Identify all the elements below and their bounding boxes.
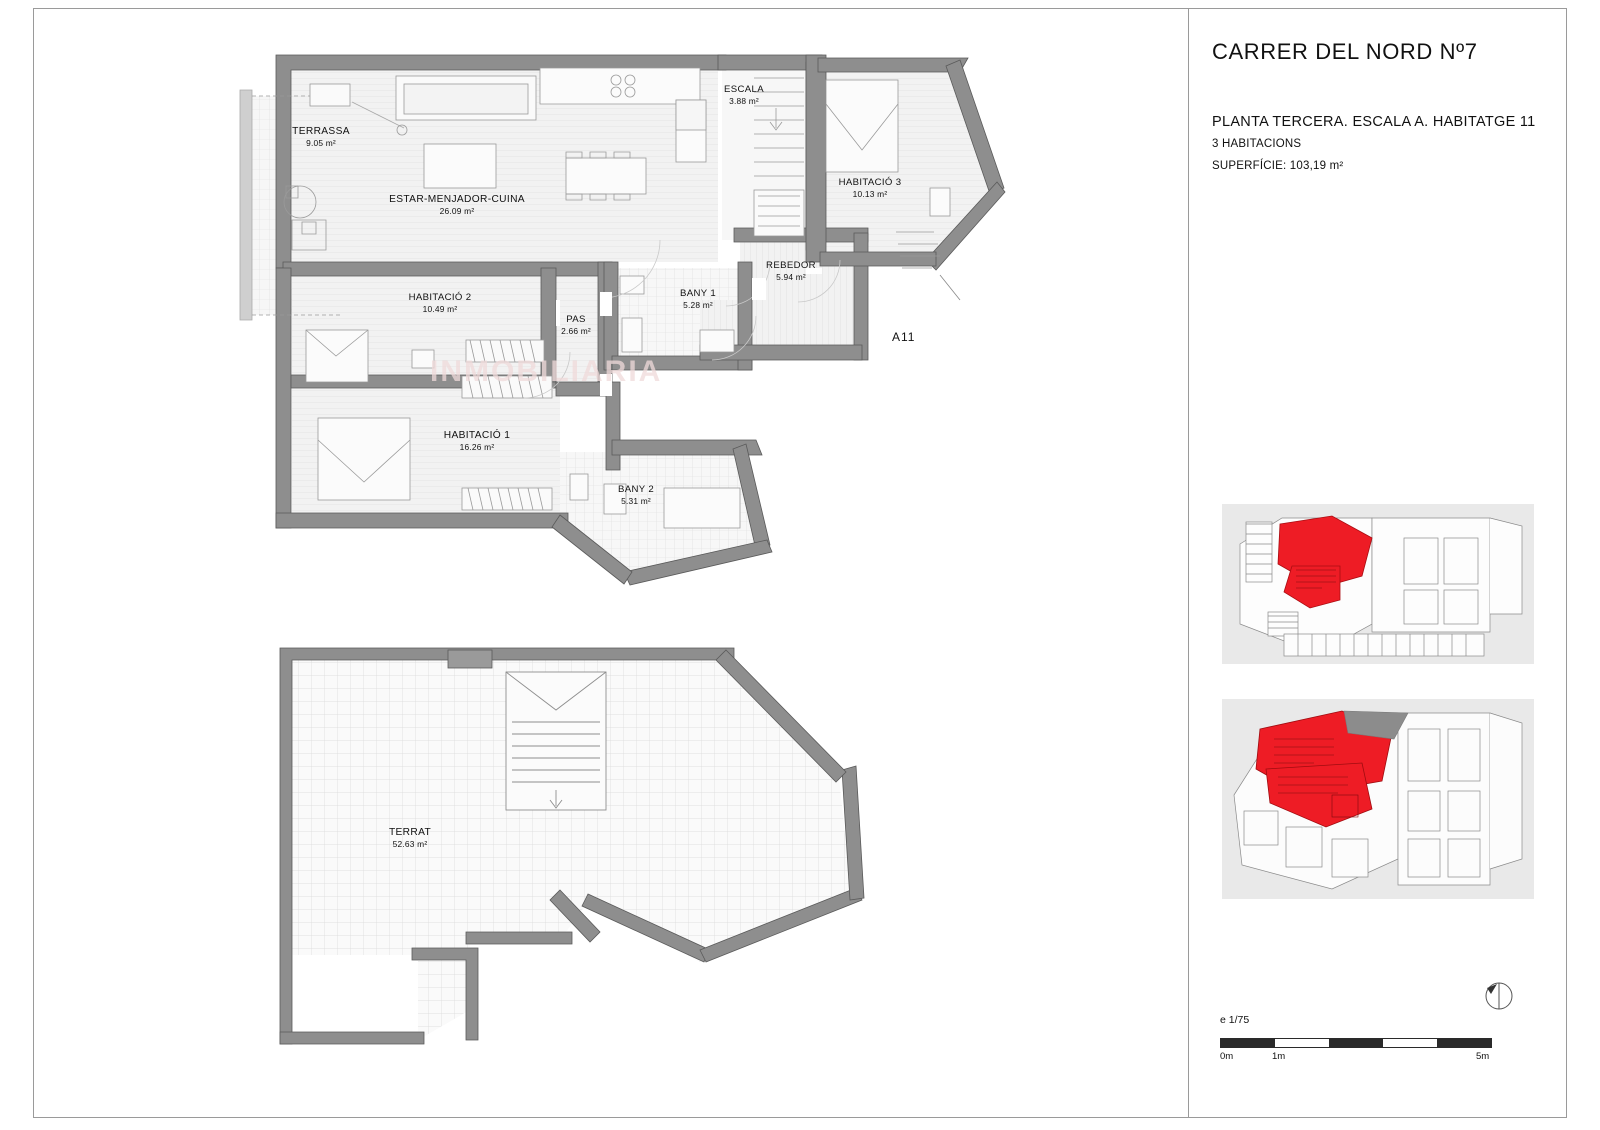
key-plan-upper	[1222, 504, 1534, 664]
panel-rooms-count: 3 HABITACIONS	[1212, 138, 1302, 150]
room-label-habitacio-2: HABITACIÓ 2 10.49 m²	[408, 292, 472, 314]
watermark: INMOBILIARIA	[430, 355, 663, 388]
scale-bar-graphic	[1220, 1038, 1492, 1048]
room-label-habitacio-1: HABITACIÓ 1 16.26 m²	[443, 430, 511, 452]
room-label-estar-menjador-cuina: ESTAR-MENJADOR-CUINA 26.09 m²	[389, 194, 525, 216]
scale-tick-2: 5m	[1476, 1051, 1490, 1062]
room-label-terrat: TERRAT 52.63 m²	[388, 827, 432, 849]
scale-tick-1: 1m	[1272, 1051, 1286, 1062]
panel-divider	[1188, 8, 1189, 1118]
scale-tick-0: 0m	[1220, 1051, 1234, 1062]
room-label-escala: ESCALA 3.88 m²	[724, 84, 764, 106]
room-label-rebedor: REBEDOR 5.94 m²	[766, 260, 816, 282]
unit-code: A11	[892, 330, 916, 344]
scale-ticks	[1220, 1051, 1490, 1065]
info-panel	[1190, 9, 1567, 1117]
panel-subtitle: PLANTA TERCERA. ESCALA A. HABITATGE 11	[1212, 114, 1536, 130]
room-label-bany-2: BANY 2 5.31 m²	[617, 484, 655, 506]
scale-bar	[1220, 1014, 1520, 1065]
room-label-pas: PAS 2.66 m²	[561, 314, 591, 336]
room-label-bany-1: BANY 1 5.28 m²	[679, 288, 717, 310]
room-label-habitacio-3: HABITACIÓ 3 10.13 m²	[838, 177, 902, 199]
panel-surface: SUPERFÍCIE: 103,19 m²	[1212, 160, 1344, 172]
north-compass-icon	[1475, 974, 1515, 1014]
room-label-terrassa: TERRASSA 9.05 m²	[292, 126, 350, 148]
key-plan-lower	[1222, 699, 1534, 899]
page-title: CARRER DEL NORD Nº7	[1212, 39, 1478, 64]
scale-label: e 1/75	[1220, 1014, 1250, 1026]
